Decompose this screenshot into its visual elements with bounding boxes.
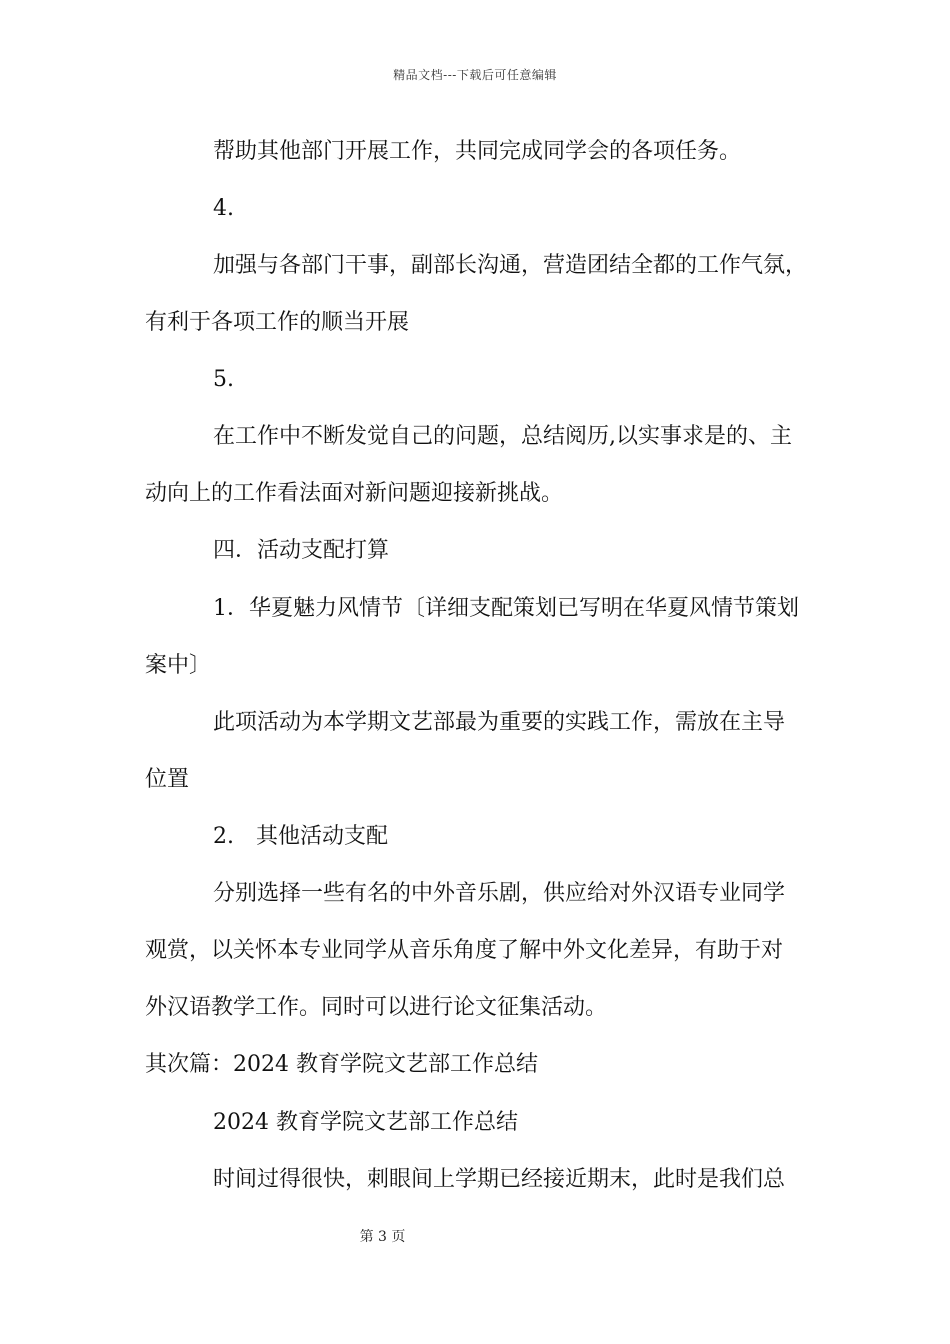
page-header: 精品文档---下载后可任意编辑 [393, 68, 557, 82]
paragraph-line: 在工作中不断发觉自己的问题，总结阅历,以实事求是的、主 [213, 424, 792, 449]
paragraph-line: 分别选择一些有名的中外音乐剧，供应给对外汉语专业同学 [213, 881, 786, 906]
paragraph-line: 动向上的工作看法面对新问题迎接新挑战。 [145, 481, 564, 506]
list-item-1: 1．华夏魅力风情节〔详细支配策划已写明在华夏风情节策划 [213, 596, 799, 621]
list-number-2: 2. [213, 824, 234, 849]
list-item-2 [213, 822, 388, 852]
list-item-2-text: 其他活动支配 [256, 824, 389, 849]
page-number: 第 3 页 [359, 1229, 406, 1245]
part-heading: 其次篇：2024 教育学院文艺部工作总结 [145, 1052, 538, 1077]
list-number-4: 4. [213, 196, 234, 221]
paragraph-line: 外汉语教学工作。同时可以进行论文征集活动。 [145, 995, 608, 1020]
document-title: 2024 教育学院文艺部工作总结 [213, 1110, 518, 1135]
paragraph-line: 位置 [145, 767, 190, 792]
paragraph-line: 有利于各项工作的顺当开展 [145, 310, 410, 335]
paragraph-line: 帮助其他部门开展工作，共同完成同学会的各项任务。 [213, 139, 742, 164]
paragraph-line: 案中〕 [145, 653, 212, 678]
section-heading: 四．活动支配打算 [213, 538, 390, 563]
paragraph-line: 时间过得很快，刺眼间上学期已经接近期末，此时是我们总 [213, 1167, 786, 1192]
paragraph-line: 此项活动为本学期文艺部最为重要的实践工作，需放在主导 [213, 710, 786, 735]
list-number-5: 5. [213, 367, 234, 392]
paragraph-line: 加强与各部门干事，副部长沟通，营造团结全都的工作气氛， [213, 253, 808, 278]
paragraph-line: 观赏，以关怀本专业同学从音乐角度了解中外文化差异，有助于对 [145, 938, 784, 963]
